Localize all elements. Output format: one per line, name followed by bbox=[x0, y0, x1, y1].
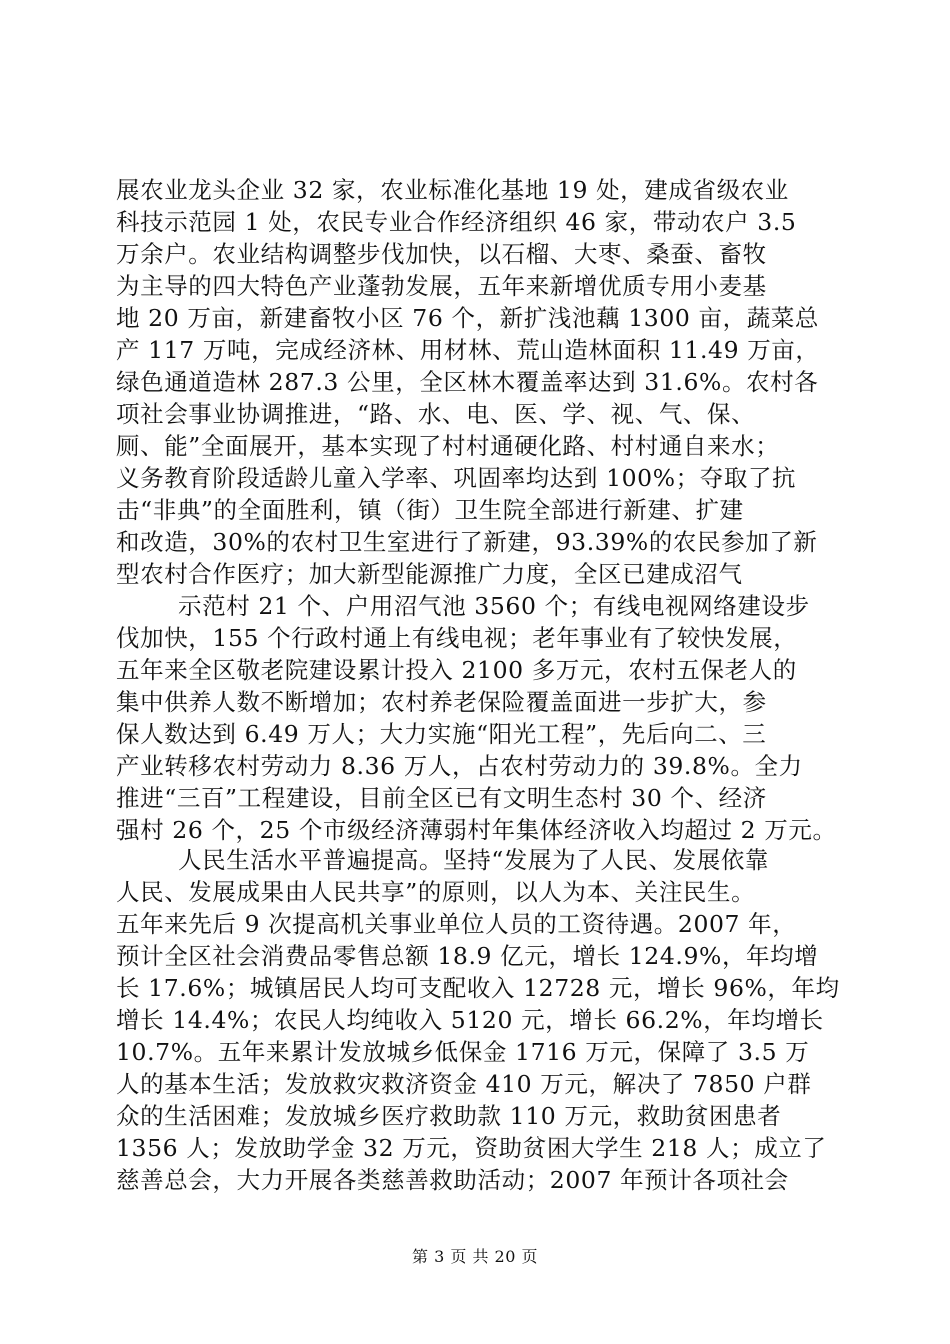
text-line: 强村 26 个，25 个市级经济薄弱村年集体经济收入均超过 2 万元。 bbox=[116, 816, 837, 844]
text-line: 展农业龙头企业 32 家，农业标准化基地 19 处，建成省级农业 bbox=[116, 176, 789, 204]
text-line: 万余户。农业结构调整步伐加快，以石榴、大枣、桑蚕、畜牧 bbox=[116, 240, 767, 268]
text-line: 击“非典”的全面胜利，镇（街）卫生院全部进行新建、扩建 bbox=[116, 496, 744, 524]
text-line: 推进“三百”工程建设，目前全区已有文明生态村 30 个、经济 bbox=[116, 784, 767, 812]
text-line: 1356 人；发放助学金 32 万元，资助贫困大学生 218 人；成立了 bbox=[116, 1134, 827, 1162]
text-line: 伐加快，155 个行政村通上有线电视；老年事业有了较快发展， bbox=[116, 624, 798, 652]
text-line: 产业转移农村劳动力 8.36 万人，占农村劳动力的 39.8%。全力 bbox=[116, 752, 803, 780]
text-line: 科技示范园 1 处，农民专业合作经济组织 46 家，带动农户 3.5 bbox=[116, 208, 797, 236]
text-line: 绿色通道造林 287.3 公里，全区林木覆盖率达到 31.6%。农村各 bbox=[116, 368, 819, 396]
text-line: 集中供养人数不断增加；农村养老保险覆盖面进一步扩大，参 bbox=[116, 688, 767, 716]
text-line: 产 117 万吨，完成经济林、用材林、荒山造林面积 11.49 万亩， bbox=[116, 336, 820, 364]
page-number-footer: 第 3 页 共 20 页 bbox=[412, 1247, 538, 1266]
text-line: 人民生活水平普遍提高。坚持“发展为了人民、发展依靠 bbox=[178, 846, 770, 874]
text-line: 五年来全区敬老院建设累计投入 2100 多万元，农村五保老人的 bbox=[116, 656, 797, 684]
text-line: 为主导的四大特色产业蓬勃发展，五年来新增优质专用小麦基 bbox=[116, 272, 767, 300]
text-line: 型农村合作医疗；加大新型能源推广力度，全区已建成沼气 bbox=[116, 560, 743, 588]
text-line: 和改造，30%的农村卫生室进行了新建，93.39%的农民参加了新 bbox=[116, 528, 818, 556]
text-line: 人民、发展成果由人民共享”的原则，以人为本、关注民生。 bbox=[116, 878, 756, 906]
text-line: 10.7%。五年来累计发放城乡低保金 1716 万元，保障了 3.5 万 bbox=[116, 1038, 810, 1066]
text-line: 示范村 21 个、户用沼气池 3560 个；有线电视网络建设步 bbox=[178, 592, 810, 620]
text-line: 项社会事业协调推进，“路、水、电、医、学、视、气、保、 bbox=[116, 400, 756, 428]
text-line: 五年来先后 9 次提高机关事业单位人员的工资待遇。2007 年， bbox=[116, 910, 797, 938]
text-line: 长 17.6%；城镇居民人均可支配收入 12728 元，增长 96%，年均 bbox=[116, 974, 840, 1002]
text-line: 慈善总会，大力开展各类慈善救助活动；2007 年预计各项社会 bbox=[116, 1166, 789, 1194]
paragraph-living-standards bbox=[116, 844, 848, 1196]
text-line: 众的生活困难；发放城乡医疗救助款 110 万元，救助贫困患者 bbox=[116, 1102, 782, 1130]
text-line: 保人数达到 6.49 万人；大力实施“阳光工程”，先后向二、三 bbox=[116, 720, 767, 748]
text-line: 义务教育阶段适龄儿童入学率、巩固率均达到 100%；夺取了抗 bbox=[116, 464, 797, 492]
text-line: 地 20 万亩，新建畜牧小区 76 个，新扩浅池藕 1300 亩，蔬菜总 bbox=[116, 304, 820, 332]
text-line: 预计全区社会消费品零售总额 18.9 亿元，增长 124.9%，年均增 bbox=[116, 942, 819, 970]
paragraph-rural-development bbox=[116, 174, 848, 846]
text-line: 人的基本生活；发放救灾救济资金 410 万元，解决了 7850 户群 bbox=[116, 1070, 812, 1098]
text-line: 增长 14.4%；农民人均纯收入 5120 元，增长 66.2%，年均增长 bbox=[116, 1006, 824, 1034]
text-line: 厕、能”全面展开，基本实现了村村通硬化路、村村通自来水； bbox=[116, 432, 780, 460]
